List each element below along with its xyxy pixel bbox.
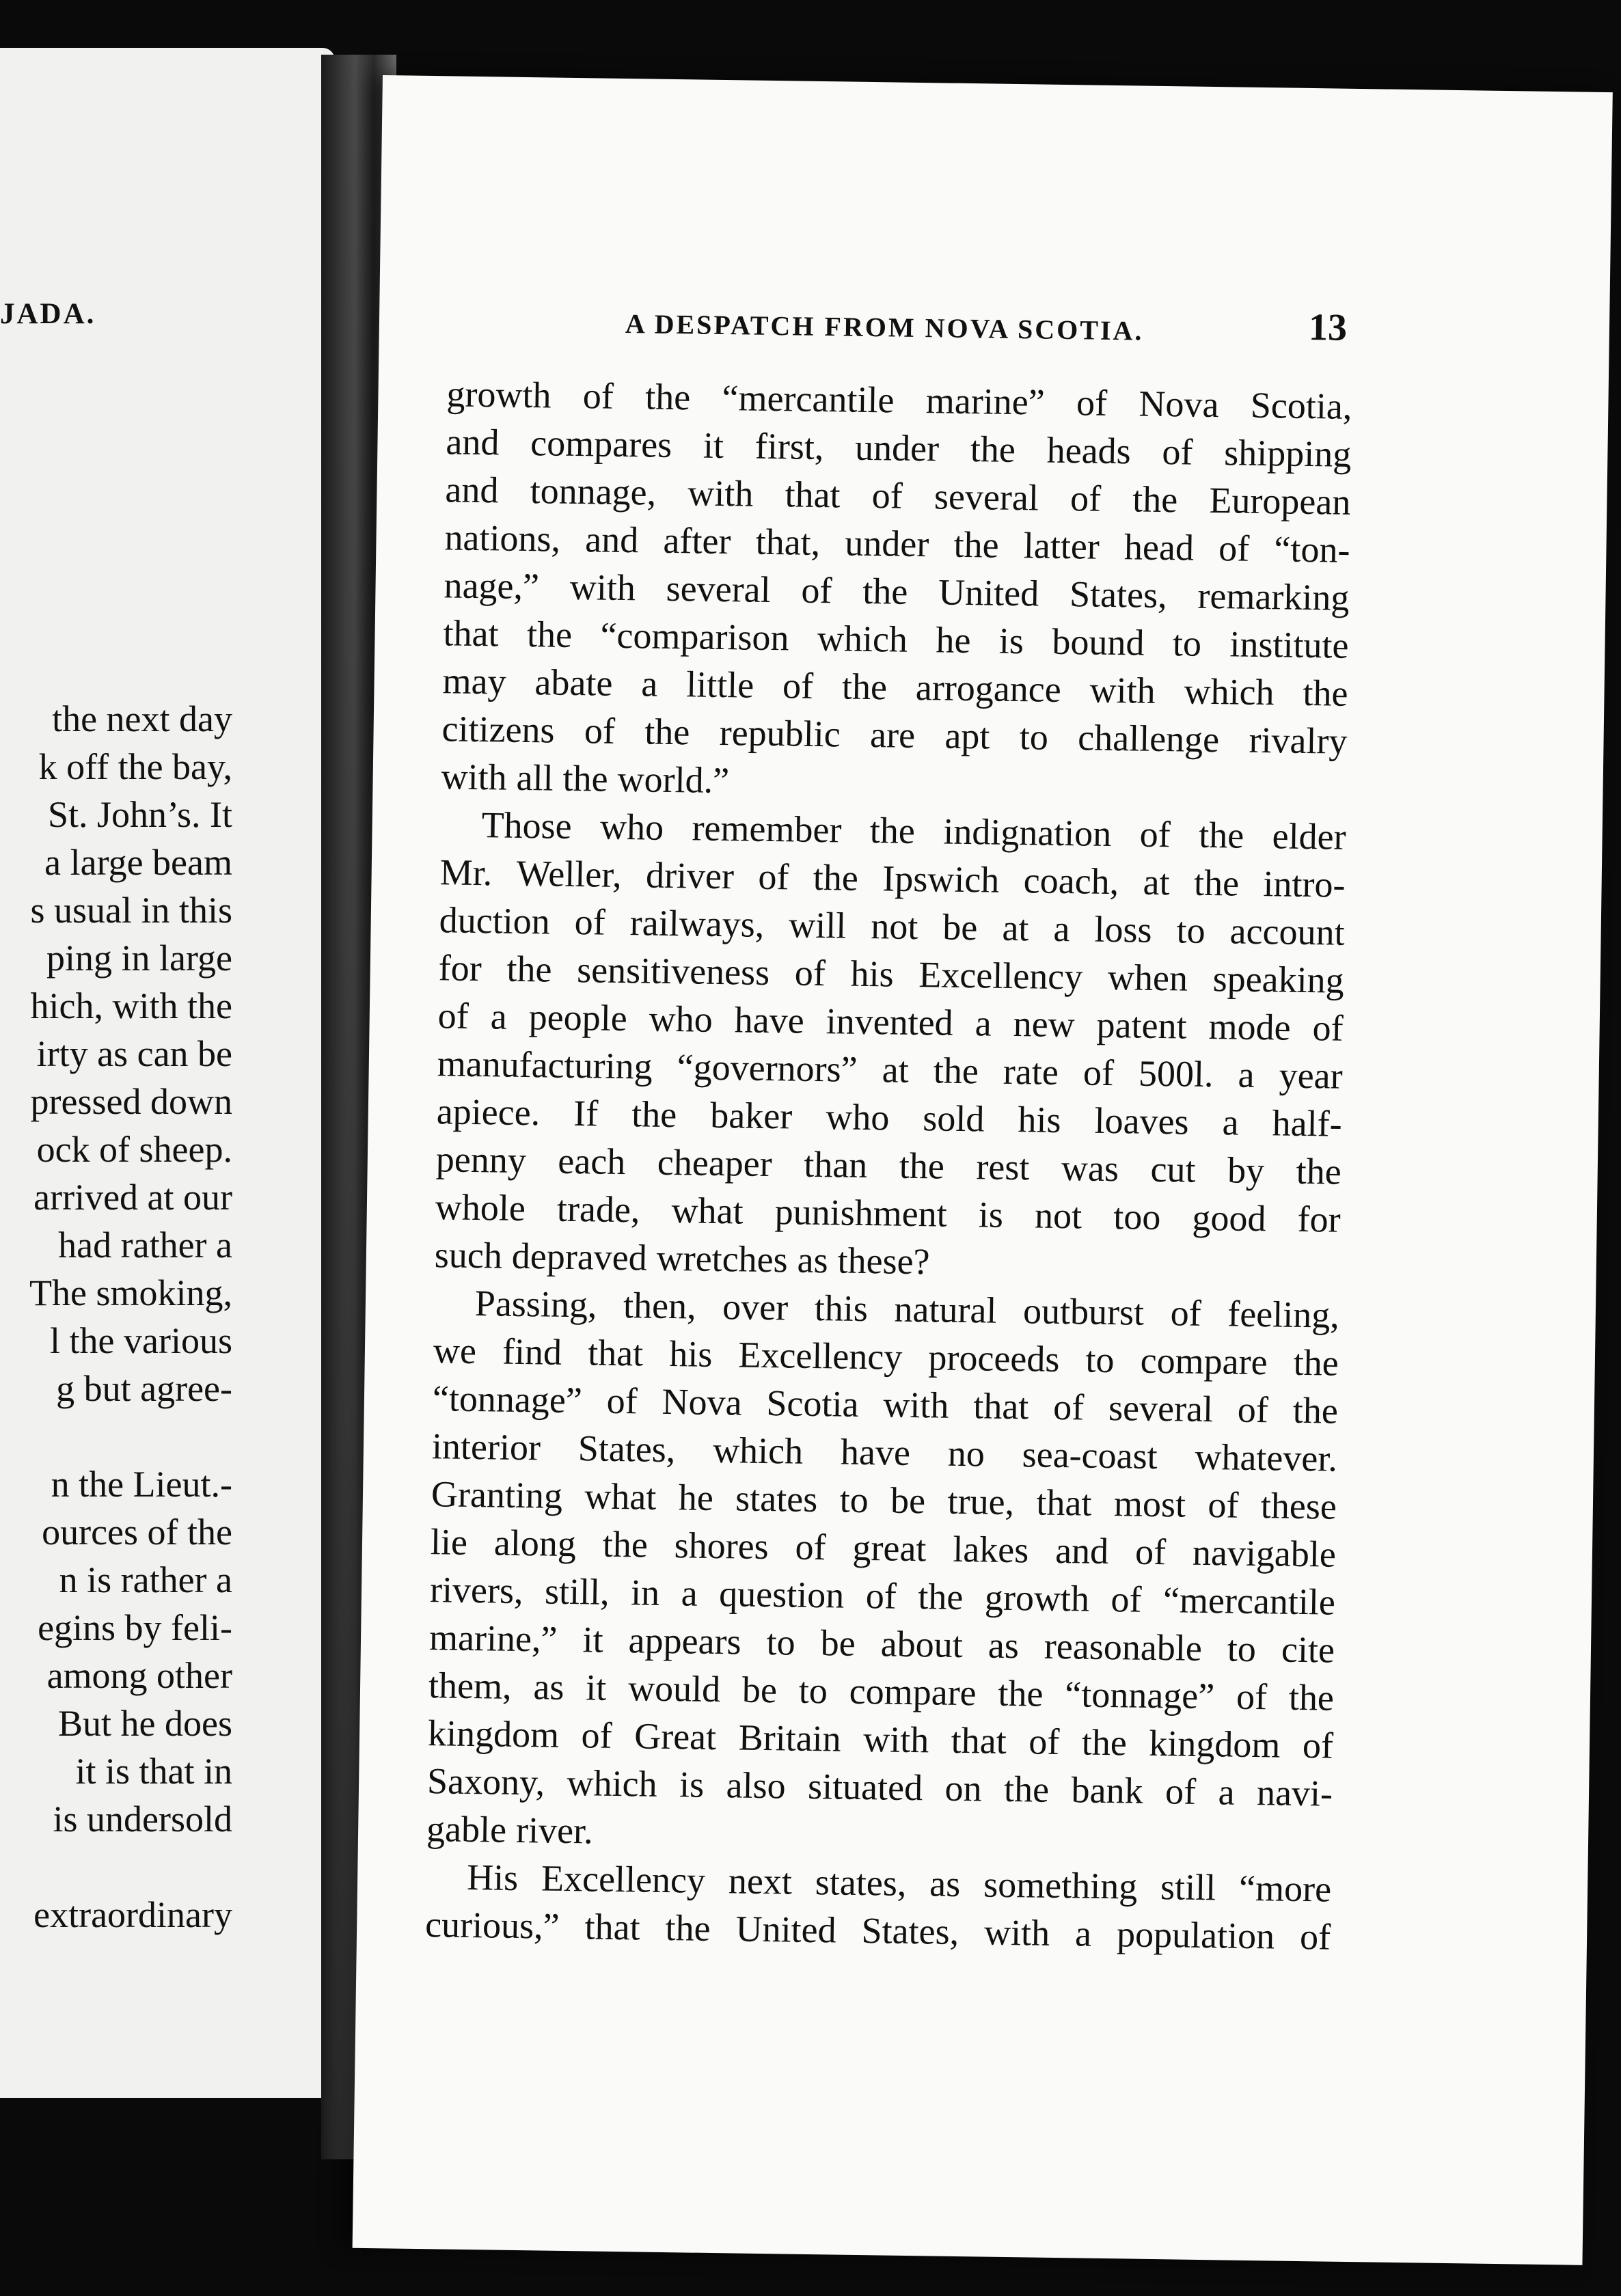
text-line: His Excellency next states, as something still “more: [466, 1856, 1332, 1910]
text-line: rivers, still, in a question of the growth of “mercantile: [429, 1569, 1336, 1623]
left-page-line: The smoking,: [29, 1272, 232, 1313]
left-page-line: pressed down: [30, 1081, 232, 1122]
left-page-line: egins by feli-: [38, 1607, 232, 1648]
text-line: with all the world.”: [441, 756, 730, 802]
left-page: [0, 48, 335, 2098]
left-page-line: it is that in: [75, 1751, 232, 1792]
left-page-line: s usual in this: [30, 890, 232, 931]
left-page-line: But he does: [58, 1703, 232, 1744]
text-line: Granting what he states to be true, that most of these: [431, 1473, 1337, 1527]
left-page-running-head: JADA.: [0, 298, 96, 330]
text-line: may abate a little of the arrogance with which the: [442, 660, 1348, 714]
left-page-line: hich, with the: [30, 985, 232, 1026]
text-line: such depraved wretches as these?: [434, 1234, 930, 1283]
left-page-line: n the Lieut.-: [51, 1464, 232, 1505]
left-page-line: St. John’s. It: [47, 794, 232, 835]
text-line: Those who remember the indignation of the elder: [481, 804, 1346, 858]
text-line: for the sensitiveness of his Excellency when speaking: [438, 947, 1345, 1001]
left-page-line: k off the bay,: [38, 746, 232, 787]
left-page-line: g but agree-: [56, 1368, 232, 1409]
left-page-line: the next day: [52, 698, 232, 739]
text-line: that the “comparison which he is bound to institute: [443, 612, 1349, 666]
text-line: gable river.: [426, 1808, 593, 1852]
text-line: whole trade, what punishment is not too good for: [435, 1186, 1341, 1240]
left-page-line: ping in large: [46, 938, 232, 979]
left-page-line: l the various: [50, 1320, 232, 1361]
left-page-line: n is rather a: [59, 1559, 232, 1600]
text-line: growth of the “mercantile marine” of Nova Scotia,: [446, 373, 1352, 427]
text-line: nage,” with several of the United States, remarking: [444, 564, 1350, 618]
page-number: 13: [1308, 305, 1348, 349]
text-line: and tonnage, with that of several of the European: [445, 469, 1351, 523]
left-page-line: extraordinary: [33, 1894, 232, 1935]
left-page-line: ources of the: [42, 1512, 232, 1553]
text-line: Mr. Weller, driver of the Ipswich coach, at the intro-: [439, 851, 1346, 905]
text-line: Passing, then, over this natural outburst of feeling,: [474, 1283, 1340, 1336]
text-line: we find that his Excellency proceeds to compare the: [433, 1330, 1339, 1384]
left-page-line: is undersold: [53, 1799, 232, 1840]
running-head: A DESPATCH FROM NOVA SCOTIA.: [625, 308, 1144, 346]
text-line: lie along the shores of great lakes and of navigable: [430, 1521, 1337, 1575]
text-line: apiece. If the baker who sold his loaves a half-: [436, 1091, 1343, 1145]
left-page-line: ock of sheep.: [36, 1129, 232, 1170]
text-line: manufacturing “governors” at the rate of 500l. a year: [437, 1043, 1344, 1097]
text-line: nations, and after that, under the latter head of “ton-: [444, 517, 1350, 571]
text-line: citizens of the republic are apt to challenge rivalry: [441, 708, 1348, 762]
text-line: them, as it would be to compare the “tonnage” of the: [428, 1665, 1335, 1719]
text-line: marine,” it appears to be about as reasonable to cite: [428, 1617, 1335, 1671]
left-page-line: a large beam: [44, 842, 232, 883]
text-line: kingdom of Great Britain with that of the kingdom of: [427, 1712, 1334, 1766]
left-page-line: arrived at our: [33, 1177, 232, 1218]
left-page-line: among other: [46, 1655, 232, 1696]
body-text: [425, 370, 1352, 1960]
text-line: penny each cheaper than the rest was cut by the: [435, 1138, 1342, 1192]
text-line: of a people who have invented a new patent mode of: [437, 995, 1344, 1049]
text-line: duction of railways, will not be at a loss to account: [439, 899, 1345, 953]
text-line: and compares it first, under the heads of shipping: [446, 421, 1352, 475]
text-line: “tonnage” of Nova Scotia with that of several of the: [432, 1378, 1339, 1432]
right-page: [353, 75, 1613, 2265]
text-line: Saxony, which is also situated on the bank of a navi-: [426, 1760, 1333, 1814]
text-line: curious,” that the United States, with a population of: [424, 1904, 1331, 1958]
text-line: interior States, which have no sea-coast whatever.: [431, 1425, 1338, 1479]
left-page-line: irty as can be: [36, 1033, 232, 1074]
left-page-line: had rather a: [58, 1225, 232, 1266]
